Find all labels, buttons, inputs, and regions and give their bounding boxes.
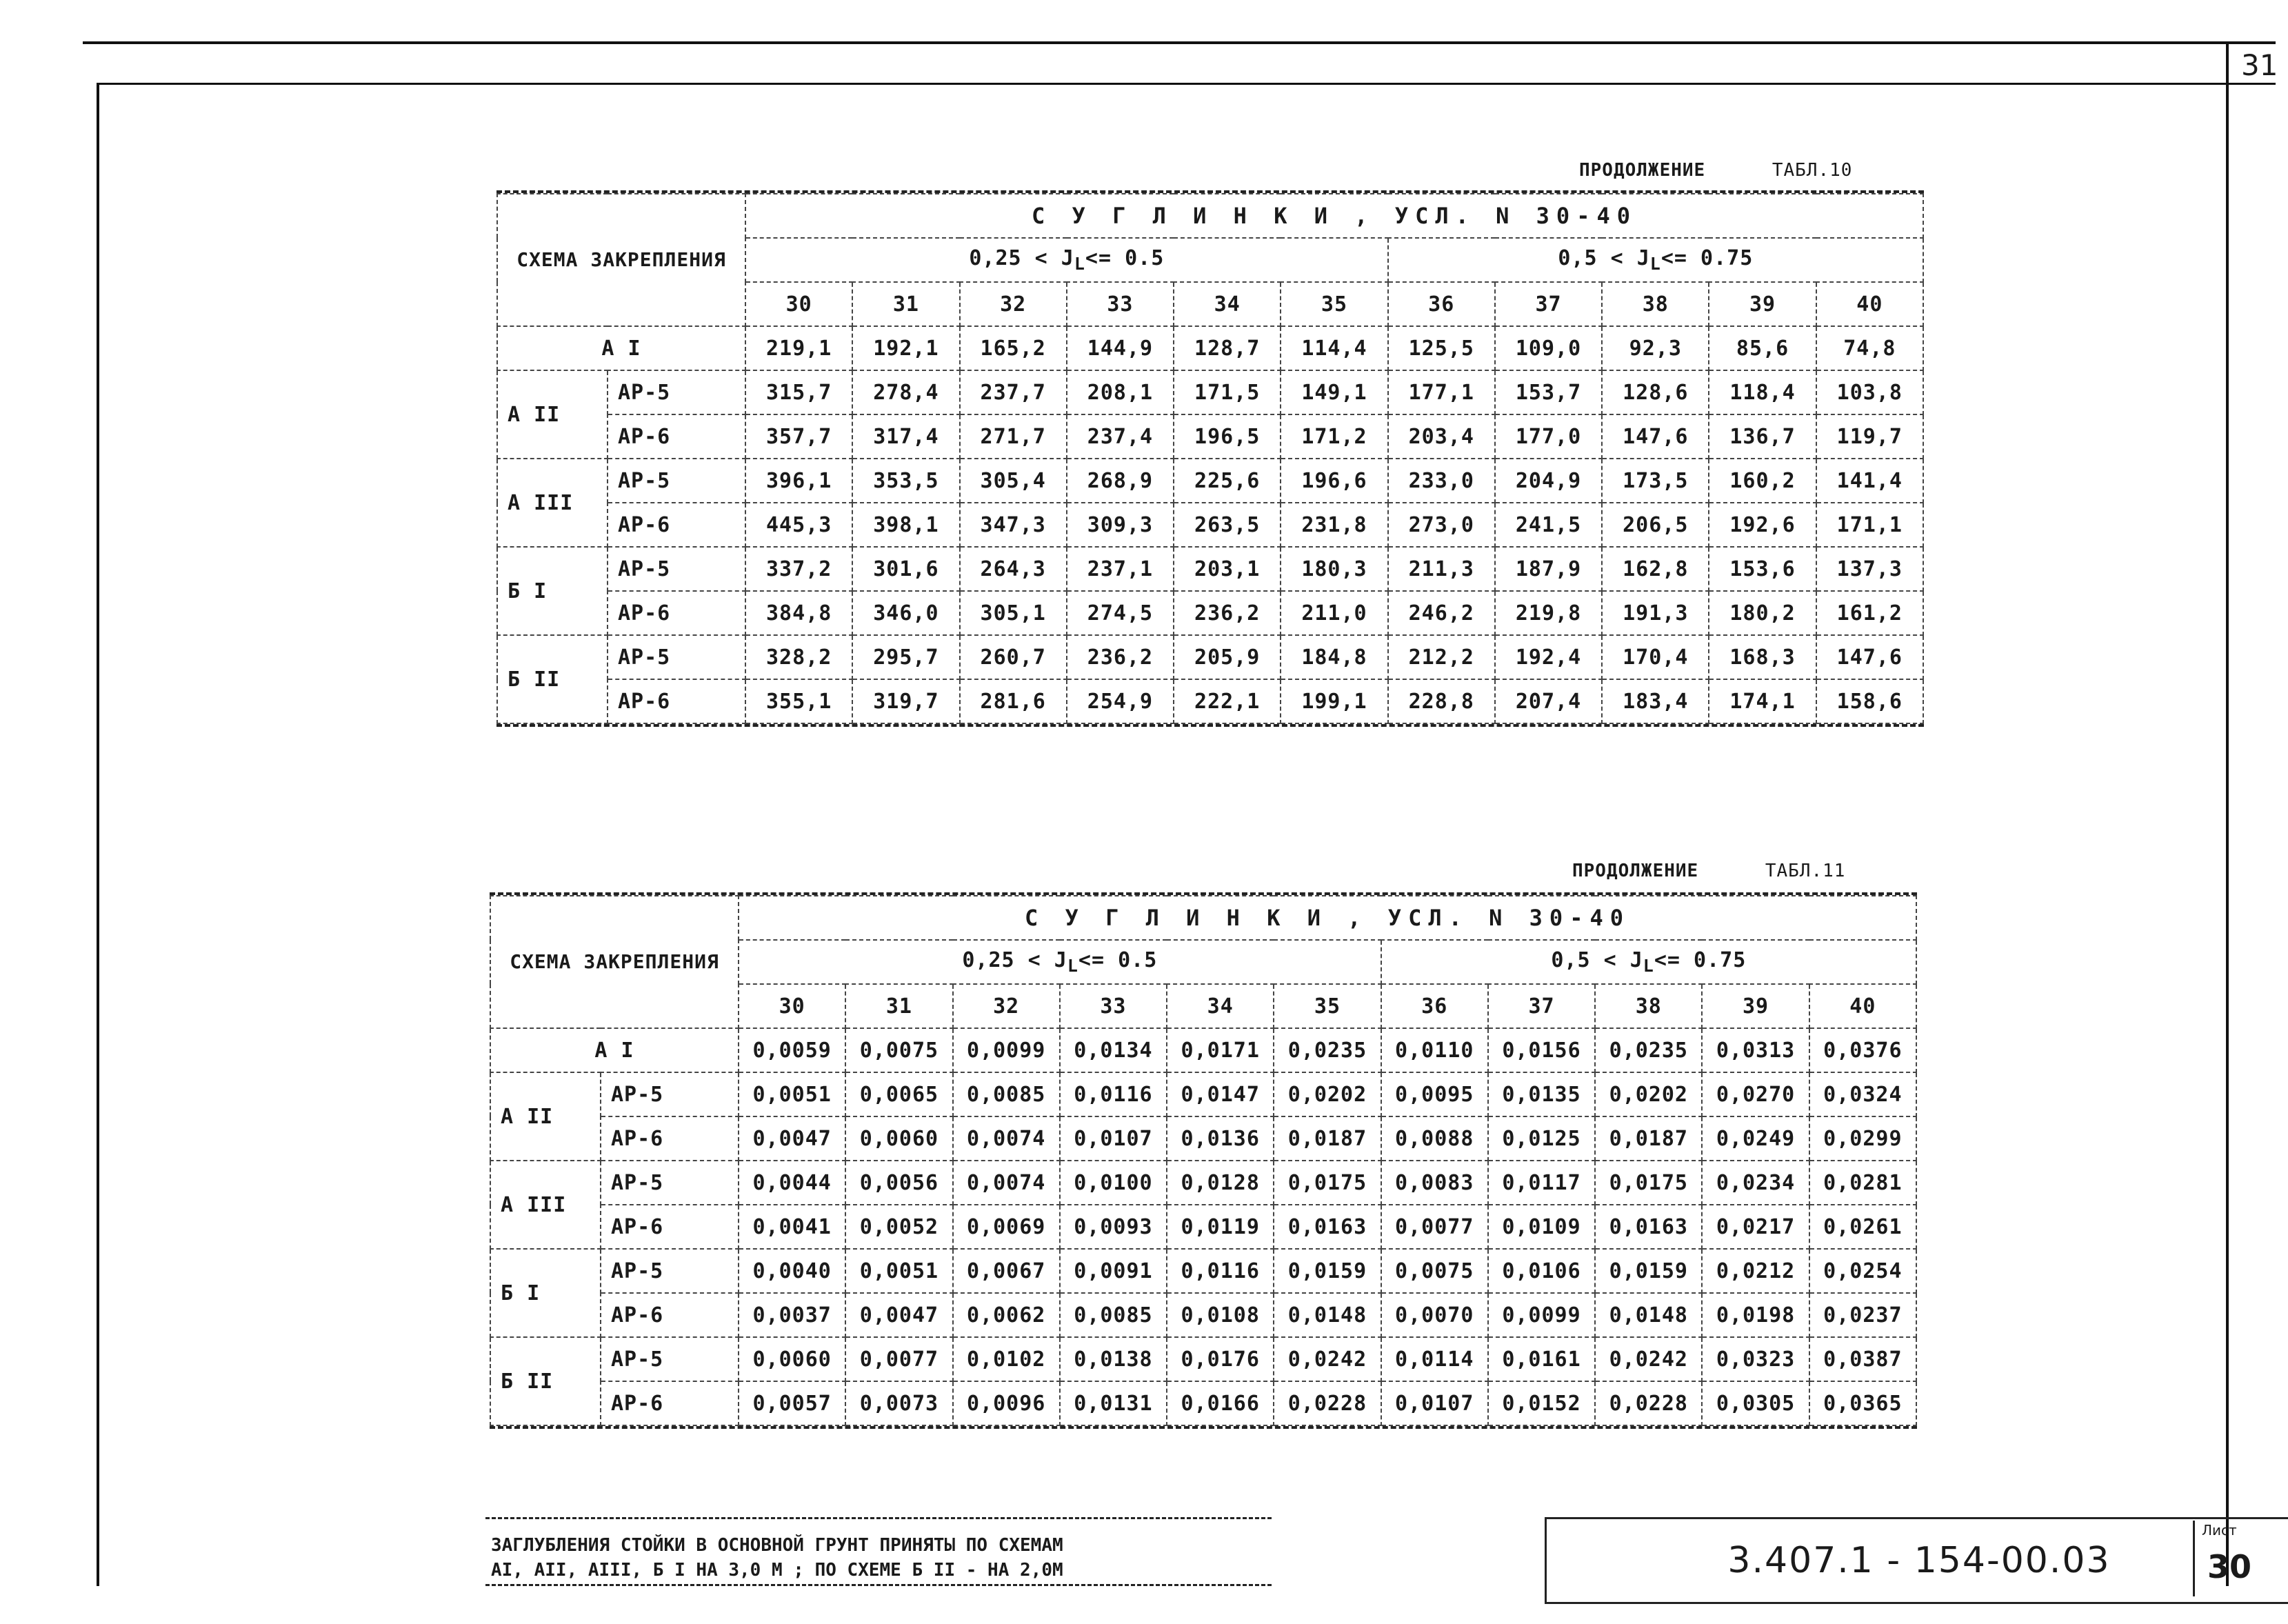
value-cell: 0,0114 (1381, 1337, 1488, 1381)
table-row (497, 459, 1923, 503)
value-cell: 0,0235 (1274, 1028, 1381, 1072)
value-cell: 196,6 (1281, 459, 1387, 503)
value-cell: 0,0047 (739, 1116, 845, 1161)
value-cell: 225,6 (1174, 459, 1281, 503)
value-cell: 398,1 (852, 503, 959, 547)
table-row (490, 1116, 1916, 1161)
value-cell: 233,0 (1388, 459, 1495, 503)
value-cell: 0,0187 (1274, 1116, 1381, 1161)
scheme-type: АР-6 (608, 414, 745, 459)
value-cell: 0,0099 (953, 1028, 1060, 1072)
value-cell: 0,0187 (1595, 1116, 1702, 1161)
value-cell: 0,0161 (1488, 1337, 1595, 1381)
value-cell: 196,5 (1174, 414, 1281, 459)
value-cell: 0,0100 (1060, 1161, 1167, 1205)
value-cell: 128,6 (1602, 370, 1709, 414)
range-header-1: $0,25 < J_L<= 0.5$ (745, 238, 1388, 282)
value-cell: 0,0073 (845, 1381, 952, 1425)
value-cell: 0,0099 (1488, 1293, 1595, 1337)
scheme-type: АР-6 (601, 1205, 739, 1249)
scheme-type: АР-6 (608, 679, 745, 723)
scheme-group: А III (497, 459, 608, 547)
value-cell: 0,0152 (1488, 1381, 1595, 1425)
value-cell: 237,1 (1067, 547, 1174, 591)
scheme-type: АР-6 (601, 1116, 739, 1161)
value-cell: 0,0159 (1595, 1249, 1702, 1293)
col-header: 32 (960, 282, 1067, 326)
frame-right-line (2226, 41, 2229, 1586)
value-cell: 147,6 (1602, 414, 1709, 459)
value-cell: 203,4 (1388, 414, 1495, 459)
value-cell: 207,4 (1495, 679, 1602, 723)
table-row (490, 1337, 1916, 1381)
value-cell: 0,0040 (739, 1249, 845, 1293)
page-number: 31 (2241, 48, 2278, 82)
value-cell: 0,0163 (1274, 1205, 1381, 1249)
value-cell: 355,1 (745, 679, 852, 723)
value-cell: 183,4 (1602, 679, 1709, 723)
value-cell: 0,0060 (845, 1116, 952, 1161)
value-cell: 260,7 (960, 635, 1067, 679)
value-cell: 0,0074 (953, 1116, 1060, 1161)
value-cell: 0,0136 (1167, 1116, 1274, 1161)
value-cell: 171,2 (1281, 414, 1387, 459)
value-cell: 219,1 (745, 326, 852, 370)
value-cell: 114,4 (1281, 326, 1387, 370)
value-cell: 208,1 (1067, 370, 1174, 414)
table-row (490, 1293, 1916, 1337)
value-cell: 0,0176 (1167, 1337, 1274, 1381)
table-row (497, 414, 1923, 459)
value-cell: 295,7 (852, 635, 959, 679)
value-cell: 0,0109 (1488, 1205, 1595, 1249)
value-cell: 0,0254 (1809, 1249, 1916, 1293)
value-cell: 0,0281 (1809, 1161, 1916, 1205)
col-header: 39 (1709, 282, 1816, 326)
value-cell: 0,0135 (1488, 1072, 1595, 1116)
frame-left-line (97, 83, 99, 1586)
value-cell: 0,0313 (1702, 1028, 1809, 1072)
value-cell: 0,0102 (953, 1337, 1060, 1381)
value-cell: 301,6 (852, 547, 959, 591)
scheme-type: АР-5 (601, 1072, 739, 1116)
frame-top-line (83, 41, 2276, 44)
continuation-text: ПРОДОЛЖЕНИЕ (1572, 861, 1699, 881)
value-cell: 144,9 (1067, 326, 1174, 370)
value-cell: 0,0069 (953, 1205, 1060, 1249)
value-cell: 0,0163 (1595, 1205, 1702, 1249)
value-cell: 0,0119 (1167, 1205, 1274, 1249)
value-cell: 263,5 (1174, 503, 1281, 547)
value-cell: 137,3 (1816, 547, 1923, 591)
title-block (1545, 1517, 2288, 1604)
value-cell: 254,9 (1067, 679, 1174, 723)
scheme-group: Б I (490, 1249, 601, 1337)
scheme-type: АР-6 (601, 1293, 739, 1337)
value-cell: 0,0198 (1702, 1293, 1809, 1337)
range-header-2: $0,5 < J_L<= 0.75$ (1381, 940, 1916, 984)
value-cell: 0,0108 (1167, 1293, 1274, 1337)
table-row (490, 1028, 1916, 1072)
value-cell: 109,0 (1495, 326, 1602, 370)
table-row (497, 635, 1923, 679)
value-cell: 0,0299 (1809, 1116, 1916, 1161)
frame-inner-top (97, 83, 2276, 85)
value-cell: 0,0057 (739, 1381, 845, 1425)
value-cell: 0,0175 (1274, 1161, 1381, 1205)
scheme-type: АР-6 (608, 591, 745, 635)
range-header-1: $0,25 < J_L<= 0.5$ (739, 940, 1381, 984)
table-row (490, 1161, 1916, 1205)
scheme-group: А II (497, 370, 608, 459)
footnote-box (485, 1517, 1272, 1586)
value-cell: 228,8 (1388, 679, 1495, 723)
col-header: 31 (852, 282, 959, 326)
value-cell: 0,0159 (1274, 1249, 1381, 1293)
col-header: 37 (1488, 984, 1595, 1028)
value-cell: 0,0074 (953, 1161, 1060, 1205)
value-cell: 0,0110 (1381, 1028, 1488, 1072)
value-cell: 153,6 (1709, 547, 1816, 591)
scheme-group: Б I (497, 547, 608, 635)
scheme-type: АР-5 (601, 1249, 739, 1293)
scheme-type: АР-5 (601, 1161, 739, 1205)
value-cell: 136,7 (1709, 414, 1816, 459)
value-cell: 278,4 (852, 370, 959, 414)
value-cell: 0,0095 (1381, 1072, 1488, 1116)
value-cell: 0,0037 (739, 1293, 845, 1337)
value-cell: 162,8 (1602, 547, 1709, 591)
value-cell: 0,0091 (1060, 1249, 1167, 1293)
value-cell: 237,4 (1067, 414, 1174, 459)
value-cell: 211,3 (1388, 547, 1495, 591)
value-cell: 180,2 (1709, 591, 1816, 635)
value-cell: 0,0242 (1595, 1337, 1702, 1381)
scheme-type: АР-5 (608, 547, 745, 591)
value-cell: 0,0323 (1702, 1337, 1809, 1381)
value-cell: 158,6 (1816, 679, 1923, 723)
value-cell: 205,9 (1174, 635, 1281, 679)
value-cell: 236,2 (1067, 635, 1174, 679)
scheme-group: Б II (490, 1337, 601, 1425)
col-header: 40 (1809, 984, 1916, 1028)
scheme-group: А II (490, 1072, 601, 1161)
value-cell: 212,2 (1388, 635, 1495, 679)
scheme-header: СХЕМА ЗАКРЕПЛЕНИЯ (490, 896, 739, 1028)
table-row (497, 547, 1923, 591)
value-cell: 0,0051 (845, 1249, 952, 1293)
col-header: 37 (1495, 282, 1602, 326)
value-cell: 149,1 (1281, 370, 1387, 414)
value-cell: 222,1 (1174, 679, 1281, 723)
value-cell: 0,0075 (845, 1028, 952, 1072)
value-cell: 346,0 (852, 591, 959, 635)
col-header: 34 (1174, 282, 1281, 326)
value-cell: 168,3 (1709, 635, 1816, 679)
value-cell: 219,8 (1495, 591, 1602, 635)
col-header: 35 (1281, 282, 1387, 326)
value-cell: 0,0228 (1274, 1381, 1381, 1425)
sheet-number: 30 (2207, 1548, 2252, 1585)
value-cell: 211,0 (1281, 591, 1387, 635)
value-cell: 445,3 (745, 503, 852, 547)
value-cell: 0,0085 (953, 1072, 1060, 1116)
sheet-box (2193, 1521, 2278, 1596)
value-cell: 160,2 (1709, 459, 1816, 503)
value-cell: 0,0376 (1809, 1028, 1916, 1072)
value-cell: 273,0 (1388, 503, 1495, 547)
value-cell: 305,4 (960, 459, 1067, 503)
value-cell: 0,0077 (845, 1337, 952, 1381)
value-cell: 0,0062 (953, 1293, 1060, 1337)
value-cell: 0,0044 (739, 1161, 845, 1205)
value-cell: 0,0242 (1274, 1337, 1381, 1381)
col-header: 32 (953, 984, 1060, 1028)
value-cell: 173,5 (1602, 459, 1709, 503)
col-header: 36 (1388, 282, 1495, 326)
table-label: ТАБЛ.10 (1772, 160, 1853, 181)
value-cell: 396,1 (745, 459, 852, 503)
value-cell: 170,4 (1602, 635, 1709, 679)
value-cell: 0,0166 (1167, 1381, 1274, 1425)
value-cell: 384,8 (745, 591, 852, 635)
value-cell: 0,0052 (845, 1205, 952, 1249)
value-cell: 128,7 (1174, 326, 1281, 370)
value-cell: 74,8 (1816, 326, 1923, 370)
value-cell: 347,3 (960, 503, 1067, 547)
scheme-group: А I (497, 326, 745, 370)
value-cell: 0,0237 (1809, 1293, 1916, 1337)
scheme-type: АР-5 (601, 1337, 739, 1381)
value-cell: 191,3 (1602, 591, 1709, 635)
value-cell: 0,0060 (739, 1337, 845, 1381)
scheme-group: Б II (497, 635, 608, 723)
value-cell: 246,2 (1388, 591, 1495, 635)
table-row (490, 1205, 1916, 1249)
table-row (490, 1072, 1916, 1116)
scheme-group: А I (490, 1028, 739, 1072)
value-cell: 0,0117 (1488, 1161, 1595, 1205)
table-title: С У Г Л И Н К И , УСЛ. N 30-40 (739, 896, 1916, 940)
value-cell: 118,4 (1709, 370, 1816, 414)
value-cell: 177,1 (1388, 370, 1495, 414)
value-cell: 203,1 (1174, 547, 1281, 591)
value-cell: 0,0085 (1060, 1293, 1167, 1337)
table-title: С У Г Л И Н К И , УСЛ. N 30-40 (745, 194, 1923, 238)
value-cell: 0,0261 (1809, 1205, 1916, 1249)
table-row (497, 679, 1923, 723)
continuation-label-1 (1579, 160, 1852, 181)
value-cell: 0,0051 (739, 1072, 845, 1116)
value-cell: 0,0202 (1274, 1072, 1381, 1116)
value-cell: 0,0235 (1595, 1028, 1702, 1072)
value-cell: 0,0270 (1702, 1072, 1809, 1116)
value-cell: 141,4 (1816, 459, 1923, 503)
value-cell: 0,0125 (1488, 1116, 1595, 1161)
value-cell: 125,5 (1388, 326, 1495, 370)
value-cell: 0,0148 (1595, 1293, 1702, 1337)
value-cell: 0,0131 (1060, 1381, 1167, 1425)
value-cell: 0,0075 (1381, 1249, 1488, 1293)
col-header: 36 (1381, 984, 1488, 1028)
value-cell: 204,9 (1495, 459, 1602, 503)
value-cell: 0,0147 (1167, 1072, 1274, 1116)
value-cell: 317,4 (852, 414, 959, 459)
scheme-header: СХЕМА ЗАКРЕПЛЕНИЯ (497, 194, 745, 326)
value-cell: 309,3 (1067, 503, 1174, 547)
col-header: 31 (845, 984, 952, 1028)
table-2 (490, 892, 1917, 1429)
value-cell: 268,9 (1067, 459, 1174, 503)
table-row (490, 1249, 1916, 1293)
value-cell: 0,0059 (739, 1028, 845, 1072)
scheme-type: АР-6 (601, 1381, 739, 1425)
value-cell: 337,2 (745, 547, 852, 591)
table-label: ТАБЛ.11 (1765, 861, 1846, 881)
value-cell: 161,2 (1816, 591, 1923, 635)
col-header: 40 (1816, 282, 1923, 326)
value-cell: 165,2 (960, 326, 1067, 370)
value-cell: 119,7 (1816, 414, 1923, 459)
table-row (497, 370, 1923, 414)
value-cell: 0,0047 (845, 1293, 952, 1337)
value-cell: 0,0093 (1060, 1205, 1167, 1249)
sheet-label: Лист (2202, 1522, 2237, 1538)
value-cell: 192,4 (1495, 635, 1602, 679)
value-cell: 184,8 (1281, 635, 1387, 679)
value-cell: 0,0107 (1060, 1116, 1167, 1161)
value-cell: 177,0 (1495, 414, 1602, 459)
value-cell: 103,8 (1816, 370, 1923, 414)
table-row (497, 326, 1923, 370)
value-cell: 319,7 (852, 679, 959, 723)
table-row (490, 1381, 1916, 1425)
col-header: 35 (1274, 984, 1381, 1028)
document-code: 3.407.1 - 154-00.03 (1727, 1540, 2111, 1581)
value-cell: 0,0065 (845, 1072, 952, 1116)
value-cell: 0,0128 (1167, 1161, 1274, 1205)
col-header: 33 (1060, 984, 1167, 1028)
value-cell: 0,0088 (1381, 1116, 1488, 1161)
value-cell: 0,0171 (1167, 1028, 1274, 1072)
continuation-label-2 (1572, 861, 1845, 881)
value-cell: 0,0202 (1595, 1072, 1702, 1116)
value-cell: 199,1 (1281, 679, 1387, 723)
value-cell: 0,0116 (1167, 1249, 1274, 1293)
value-cell: 237,7 (960, 370, 1067, 414)
col-header: 30 (745, 282, 852, 326)
value-cell: 0,0134 (1060, 1028, 1167, 1072)
value-cell: 0,0217 (1702, 1205, 1809, 1249)
footnote-line-1: ЗАГЛУБЛЕНИЯ СТОЙКИ В ОСНОВНОЙ ГРУНТ ПРИНЯТЫ ПО СХЕМАМ (491, 1535, 1063, 1556)
value-cell: 171,5 (1174, 370, 1281, 414)
value-cell: 281,6 (960, 679, 1067, 723)
value-cell: 174,1 (1709, 679, 1816, 723)
value-cell: 0,0096 (953, 1381, 1060, 1425)
value-cell: 231,8 (1281, 503, 1387, 547)
value-cell: 180,3 (1281, 547, 1387, 591)
value-cell: 206,5 (1602, 503, 1709, 547)
value-cell: 187,9 (1495, 547, 1602, 591)
value-cell: 171,1 (1816, 503, 1923, 547)
value-cell: 264,3 (960, 547, 1067, 591)
table-row (497, 503, 1923, 547)
value-cell: 85,6 (1709, 326, 1816, 370)
value-cell: 305,1 (960, 591, 1067, 635)
value-cell: 0,0138 (1060, 1337, 1167, 1381)
col-header: 34 (1167, 984, 1274, 1028)
scheme-type: АР-5 (608, 635, 745, 679)
col-header: 39 (1702, 984, 1809, 1028)
value-cell: 0,0249 (1702, 1116, 1809, 1161)
col-header: 33 (1067, 282, 1174, 326)
value-cell: 0,0083 (1381, 1161, 1488, 1205)
value-cell: 0,0056 (845, 1161, 952, 1205)
value-cell: 0,0148 (1274, 1293, 1381, 1337)
table-row (497, 591, 1923, 635)
value-cell: 274,5 (1067, 591, 1174, 635)
value-cell: 357,7 (745, 414, 852, 459)
value-cell: 0,0107 (1381, 1381, 1488, 1425)
value-cell: 0,0324 (1809, 1072, 1916, 1116)
value-cell: 328,2 (745, 635, 852, 679)
scheme-type: АР-6 (608, 503, 745, 547)
value-cell: 0,0067 (953, 1249, 1060, 1293)
value-cell: 0,0156 (1488, 1028, 1595, 1072)
value-cell: 0,0228 (1595, 1381, 1702, 1425)
value-cell: 92,3 (1602, 326, 1709, 370)
value-cell: 0,0365 (1809, 1381, 1916, 1425)
continuation-text: ПРОДОЛЖЕНИЕ (1579, 160, 1706, 181)
value-cell: 0,0234 (1702, 1161, 1809, 1205)
scheme-group: А III (490, 1161, 601, 1249)
col-header: 38 (1602, 282, 1709, 326)
range-header-2: $0,5 < J_L<= 0.75$ (1388, 238, 1923, 282)
table-1 (496, 190, 1924, 727)
value-cell: 353,5 (852, 459, 959, 503)
value-cell: 0,0387 (1809, 1337, 1916, 1381)
value-cell: 0,0116 (1060, 1072, 1167, 1116)
value-cell: 0,0106 (1488, 1249, 1595, 1293)
col-header: 38 (1595, 984, 1702, 1028)
value-cell: 0,0212 (1702, 1249, 1809, 1293)
value-cell: 241,5 (1495, 503, 1602, 547)
value-cell: 271,7 (960, 414, 1067, 459)
footnote-line-2: АI, АII, АIII, Б I НА 3,0 М ; ПО СХЕМЕ Б II - НА 2,0М (491, 1560, 1063, 1581)
value-cell: 0,0175 (1595, 1161, 1702, 1205)
value-cell: 0,0070 (1381, 1293, 1488, 1337)
value-cell: 192,6 (1709, 503, 1816, 547)
value-cell: 236,2 (1174, 591, 1281, 635)
scheme-type: АР-5 (608, 459, 745, 503)
value-cell: 315,7 (745, 370, 852, 414)
col-header: 30 (739, 984, 845, 1028)
value-cell: 0,0305 (1702, 1381, 1809, 1425)
value-cell: 153,7 (1495, 370, 1602, 414)
value-cell: 0,0077 (1381, 1205, 1488, 1249)
value-cell: 0,0041 (739, 1205, 845, 1249)
value-cell: 147,6 (1816, 635, 1923, 679)
value-cell: 192,1 (852, 326, 959, 370)
scheme-type: АР-5 (608, 370, 745, 414)
